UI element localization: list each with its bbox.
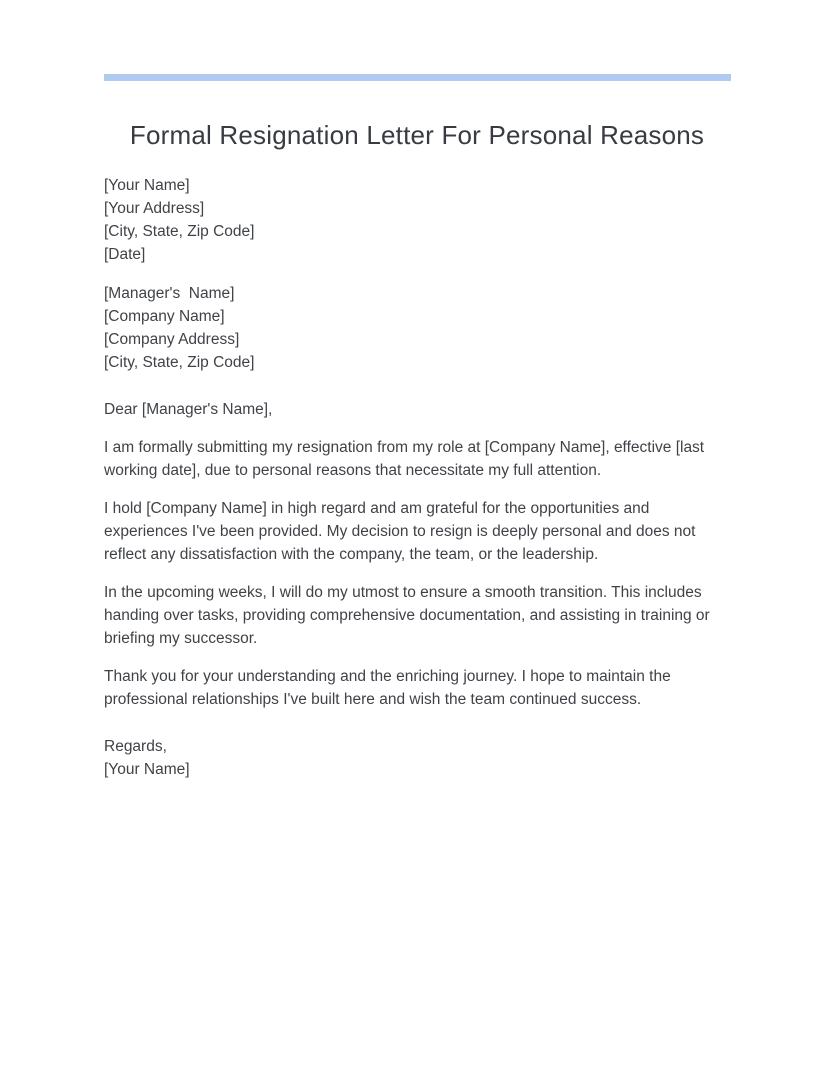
top-accent-bar xyxy=(104,74,731,81)
paragraph-thanks: Thank you for your understanding and the enriching journey. I hope to maintain the professional relationships I've built here and wish the team continued success. xyxy=(104,668,671,708)
sender-address-block xyxy=(104,174,730,266)
letter-date-line: [Date] xyxy=(104,246,146,263)
sender-name-line: [Your Name] xyxy=(104,177,190,194)
company-address-line: [Company Address] xyxy=(104,331,240,348)
sender-address-line: [Your Address] xyxy=(104,200,205,217)
paragraph-resignation-statement: I am formally submitting my resignation from my role at [Company Name], effective [last working date], due to personal reasons that necessitate my full attention. xyxy=(104,439,705,479)
manager-name-line: [Manager's Name] xyxy=(104,285,235,302)
recipient-address-block xyxy=(104,282,730,374)
company-city-line: [City, State, Zip Code] xyxy=(104,354,255,371)
signature-name: [Your Name] xyxy=(104,761,190,778)
letter-title: Formal Resignation Letter For Personal Reasons xyxy=(129,120,705,150)
company-name-line: [Company Name] xyxy=(104,308,225,325)
salutation: Dear [Manager's Name], xyxy=(104,401,273,418)
sender-city-line: [City, State, Zip Code] xyxy=(104,223,255,240)
paragraph-transition-plan: In the upcoming weeks, I will do my utmost to ensure a smooth transition. This includes handing over tasks, providing comprehensive documentation, and assisting in training or briefing my successor. xyxy=(104,584,710,647)
closing-regards: Regards, xyxy=(104,738,167,755)
closing-block xyxy=(104,735,730,781)
paragraph-gratitude: I hold [Company Name] in high regard and am grateful for the opportunities and experiences I've been provided. My decision to resign is deeply personal and does not reflect any dissatisfaction with the company, the team, or the leadership. xyxy=(104,500,696,563)
